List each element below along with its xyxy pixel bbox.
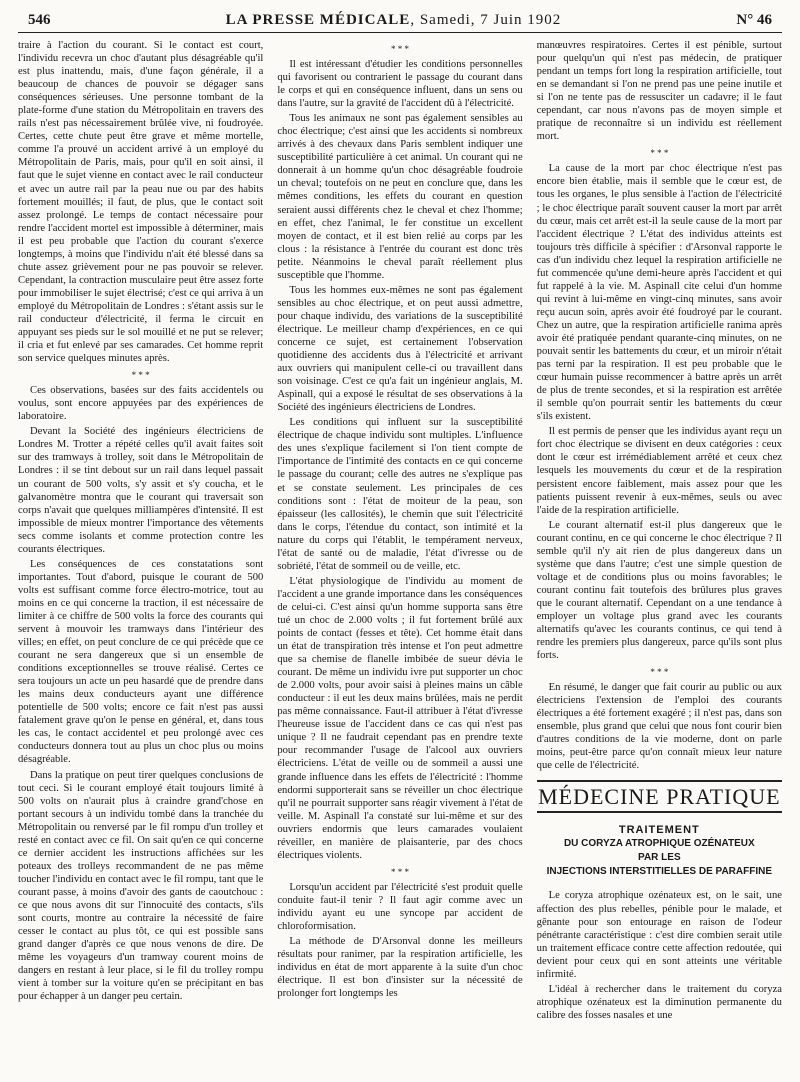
text-columns [18, 33, 782, 1079]
paragraph: Les conditions qui influent sur la susceptibilité électrique de chaque individu sont multiples. L'influence des unes s'explique facilement si l'on tient compte de l'importance de l'intimité des contacts en ce qui concerne le passage du courant; celle des autres ne s'explique pas et se constate seulement. Les principales de ces conditions sont : l'état de moiteur de la peau, son épaisseur (les callosités), le chemin que suit l'électricité dans le corps, l'étendue du contact, son intimité et la nature du corps qui l'établit, le tempérament nerveux, l'état de santé ou de maladie, l'état d'ivresse ou de sobriété, l'état de sommeil ou de veille, etc. [277, 417, 523, 572]
section-separator: * * * [650, 148, 669, 159]
article-title-line3: PAR LES [638, 852, 681, 864]
journal-title-line [226, 12, 562, 29]
paragraph: manœuvres respiratoires. Certes il est pénible, surtout pour quelqu'un qui n'est pas médecin, de pratiquer pendant un temps fort long la respiration artificielle, tout en se demandant si l'on ne prend pas une peine inutile et si l'on ne tente pas de ressusciter un cadavre; il le faut cependant, car nous n'avons pas de moyen simple et pratique de reconnaître si un individu est réellement mort. [536, 40, 782, 143]
paragraph: Ces observations, basées sur des faits accidentels ou voulus, sont encore appuyées par des expériences de laboratoire. [18, 385, 264, 423]
column-right [537, 39, 782, 1079]
column-right-top [537, 39, 782, 772]
paragraph: La cause de la mort par choc électrique n'est pas encore bien établie, mais il semble que le cœur est, de tous les organes, le plus sensible à l'action de l'électricité ; le choc électrique paraît souvent causer la mort par arrêt du cœur, mais cet arrêt est-il la seule cause de la mort par l'accident électrique ? L'état des individus atteints est toujours très difficile à spécifier : d'Arsonval rapporte le cas d'un individu chez lequel la respiration artificielle ne fut commencée qu'une demi-heure après l'accident et qui fut rappelé à la vie. M. Aspinall cite celui d'un homme qui revint à lui-même en vingt-cinq minutes, sans avoir reçu aucun soin, après avoir été foudroyé par le courant. Chez un autre, que la respiration artificielle ranima après avoir été pratiquée pendant quarante-cinq minutes, on ne pouvait sentir les battements du cœur, et un miroir n'était pas terni par la respiration. Il est peu probable que le cœur humain puisse recommencer à battre après un arrêt de plus de trente secondes, et si la respiration est arrêtée il semble qu'on pourrait sentir les battements du cœur s'ils existent. [536, 163, 782, 423]
paragraph: L'état physiologique de l'individu au moment de l'accident a une grande importance dans les conséquences de celui-ci. C'est ainsi qu'un homme supporta sans être tué un choc de 2.000 volts ; il fut fortement brûlé aux points de contact (fesses et tête). Cet homme était dans un état de transpiration très intense et l'on peut admettre que sa chemise de flanelle imbibée de sueur dévia le courant. De même un individu ivre put supporter un choc de 2.000 volts, pour avoir saisi à pleines mains un câble conducteur : il eut les deux mains brûlées, mais ne perdit pas même connaissance. Faut-il attribuer à l'état d'ivresse l'heureuse issue de l'accident dans ce cas qui n'est pas unique ? Il ne faudrait cependant pas en prendre texte pour recommander l'usage de l'alcool aux ouvriers électriciens. L'état de veille ou de sommeil a aussi une grande influence dans les effets de l'électricité : l'homme endormi supporterait sans se réveiller un choc électrique qu'il ne pourrait supporter sans réagir vivement à l'état de veille. M. Aspinall l'a constaté sur lui-même et sur des ouvriers endormis que leurs camarades voulaient réveiller, en manière de plaisanterie, par des chocs électriques violents. [277, 575, 523, 861]
article-title-line2: DU CORYZA ATROPHIQUE OZÉNATEUX [563, 838, 755, 850]
paragraph: Les conséquences de ces constatations sont importantes. Tout d'abord, puisque le courant de 500 volts est suffisant comme force électro-motrice, tout au moins en ce qui concerne la traction, il est nécessaire de limiter à ce chiffre de 500 volts la force des courants qui servent à mouvoir les tramways dans l'intérieur des villes; en effet, on peut conclure de ce qui précède que ce courant ne sera dangereux que si un ensemble de conditions exceptionnelles se trouve réalisé. Certes ce sera toujours un acte un peu hasardé que de prendre dans les mains deux conducteurs ayant une différence potentielle de 500 volts; encore ce fait n'est pas aussi fatalement grave qu'on le pense en général, et, dans tous les cas, le contact accidentel et peu prolongé avec ces conducteurs donnera tout au plus un choc plus ou moins désagréable. [18, 558, 264, 766]
column-left [18, 39, 263, 1079]
page-number: 546 [28, 12, 51, 28]
page-header [18, 10, 782, 33]
paragraph: Dans la pratique on peut tirer quelques conclusions de tout ceci. Si le courant employé était toujours limité à 500 volts on n'aurait plus à craindre grand'chose en portant secours à un individu tombé dans la tranchée du Métropolitain ou renversé par le fil rompu d'un trolley et resté en contact avec ce fil. On sait qu'en ce qui concerne ce dernier accident les instructions affichées sur les poteaux des trolleys recommandent de ne pas même toucher l'individu en contact avec le fil rompu, tant que le courant passe, à moins d'avoir des gants de caoutchouc : ce que nous avons dit sur l'innocuité des contacts, s'ils sont courts, montre au contraire la nécessité de faire cesser le contact au plus tôt, ce qui est possible sans grand danger d'après ce que nous venons de dire. De même les voyageurs d'un tramway courent moins de dangers en restant à leur place, si le fil du trolley rompu vient à tomber sur la voiture qu'en se précipitant en bas pour échapper à un danger peu certain. [18, 769, 264, 1003]
paragraph: Lorsqu'un accident par l'électricité s'est produit quelle conduite faut-il tenir ? Il faut agir comme avec un individu ayant eu une syncope par accident de chloroformisation. [277, 881, 523, 932]
column-right-bottom [537, 889, 782, 1021]
article-title-line4: INJECTIONS INTERSTITIELLES DE PARAFFINE [546, 866, 773, 878]
section-separator: * * * [650, 667, 669, 678]
issue-date: , Samedi, 7 Juin 1902 [410, 12, 562, 28]
article-title [537, 823, 782, 879]
paragraph: Tous les animaux ne sont pas également sensibles au choc électrique; c'est ainsi que les accidents si nombreux arrivés à des chevaux dans Paris semblent indiquer une susceptibilité particulière à cet animal. Un courant qui ne donnerait à un homme qu'un choc désagréable foudroie un cheval; toutefois on ne peut en conclure que, dans les mêmes conditions, les effets du courant en question seraient aussi différents chez le cheval et chez l'homme; en effet, chez l'animal, le fer constitue un excellent moyen de contact, et il est bien relié au corps par les clous : la résistance à l'entrée du courant est donc très petite. Néanmoins le cheval paraît réellement plus susceptible que l'homme. [277, 113, 523, 281]
paragraph: traire à l'action du courant. Si le contact est court, l'individu recevra un choc d'autant plus désagréable qu'il est plus inattendu, mais, d'une façon générale, il a beaucoup de chances de pouvoir se dégager sans conséquences sérieuses. Une personne tombant de la plate-forme d'une station du Métropolitain en travers des rails n'est pas nécessairement brûlée vive, ni foudroyée. Certes, cette chute peut être grave et même mortelle, comme l'a prouvé un accident arrivé à un employé du Métropolitain de Paris, mais, pour qu'il en soit ainsi, il faut que le sujet vienne en contact avec le rail conducteur et avec un autre rail par la peau nue ou par des habits fortement mouillés; il faut, de plus, que le contact soit assez prolongé. Le temps de contact nécessaire pour rendre l'accident mortel est impossible à déterminer, mais il est peu probable que l'action du courant s'exerce longtemps, à moins que l'individu n'ait été blessé dans sa chute assez grièvement pour ne pas pouvoir se relever. Cependant, la contraction musculaire peut être assez forte pour immobiliser le sujet électrisé; c'est ce qui arriva à un employé du Métropolitain de Londres : s'étant assis sur le rail conducteur d'électricité, il ferma le circuit en appuyant ses pieds sur le sol mouillé et ne put se relever; il cria et fut enlevé par ses camarades. Cet homme reprit son service quelques minutes après. [18, 40, 264, 365]
paragraph: L'idéal à rechercher dans le traitement du coryza atrophique ozénateux est la diminution permanente du calibre des fosses nasales et une [536, 983, 782, 1021]
paragraph: Il est intéressant d'étudier les conditions personnelles qui favorisent ou contrarient le passage du courant dans le corps et qui en conséquence influent, dans un sens ou dans l'autre, sur la gravité de l'accident dû à l'électricité. [277, 59, 523, 110]
section-separator: * * * [390, 44, 409, 54]
paragraph: Le courant alternatif est-il plus dangereux que le courant continu, en ce qui concerne le choc électrique ? Il semble qu'il n'y ait rien de plus dangereux dans un système que dans l'autre; c'est une simple question de voltage et de conditions plus ou moins favorables; le courant continu fait toutefois des brûlures plus graves que le courant alternatif. Cependant on a une tendance à employer un voltage plus grand avec les courants alternatifs qu'avec les courants continus, ce qui tend à rendre les premiers plus dangereux, parce qu'ils sont plus forts. [536, 519, 782, 662]
paragraph: Tous les hommes eux-mêmes ne sont pas également sensibles au choc électrique, et on peut aussi admettre, pour chaque individu, des variations de la susceptibilité électrique. Le meilleur champ d'expériences, en ce qui concerne ce sujet, est certainement l'observation quotidienne des accidents dus à l'électricité et arrivant aux ouvriers qui manipulent celle-ci ou travaillent dans son voisinage. C'est ce qu'a fait un ingénieur anglais, M. Aspinall, qui a exposé le résultat de ses observations à la Société des ingénieurs électriciens de Londres. [277, 284, 523, 414]
section-separator: * * * [390, 866, 409, 877]
paragraph: Il est permis de penser que les individus ayant reçu un fort choc électrique se divisent en deux catégories : ceux dont le cœur est irrémédiablement arrêté et ceux chez lesquels les mouvements du cœur et de la respiration persistent encore faiblement, mais assez pour que les patients puissent revenir à eux-mêmes, seuls ou avec l'aide de la respiration artificielle. [536, 426, 782, 516]
journal-title: LA PRESSE MÉDICALE [225, 12, 411, 28]
paragraph: En résumé, le danger que fait courir au public ou aux électriciens l'extension de l'emploi des courants électriques a été fortement exagéré ; il n'est pas, dans son ensemble, plus grand que celui que nous font courir bien d'autres conditions de la vie moderne, dont on parle moins, peut-être parce qu'on connaît mieux leur nature que celle de l'électricité. [536, 682, 782, 772]
paragraph: La méthode de D'Arsonval donne les meilleurs résultats pour ranimer, par la respiration artificielle, les individus en état de mort apparente à la suite d'un choc électrique. Il est bon d'insister sur la nécessité de prolonger fort longtemps les [277, 936, 523, 1000]
paragraph: Le coryza atrophique ozénateux est, on le sait, une affection des plus rebelles, pénible pour le malade, et gênante pour son entourage en raison de l'odeur pénétrante caractéristique : c'est dire combien serait utile un traitement efficace contre cette affection redoutée, qui devient pour ceux qui en sont atteints une véritable infirmité. [536, 890, 782, 980]
column-middle [277, 39, 522, 1079]
article-title-line1: TRAITEMENT [618, 824, 700, 837]
section-separator: * * * [131, 370, 150, 381]
section-rubric: MÉDECINE PRATIQUE [537, 780, 782, 813]
paragraph: Devant la Société des ingénieurs électriciens de Londres M. Trotter a répété celles qu'il avait faites soit sur des tramways à trolley, soit dans le Métropolitain de Londres : il se tint debout sur un rail dans lequel passait un courant de 500 volts, s'y assit et s'y coucha, et le galvanomètre montra que le courant qui traversait son corps n'avait que quelques milliampères d'intensité. Il est impossible de mieux montrer l'importance des vêtements secs comme isolants et comme protection contre les courants électriques. [18, 426, 264, 555]
issue-number: N° 46 [736, 12, 772, 28]
